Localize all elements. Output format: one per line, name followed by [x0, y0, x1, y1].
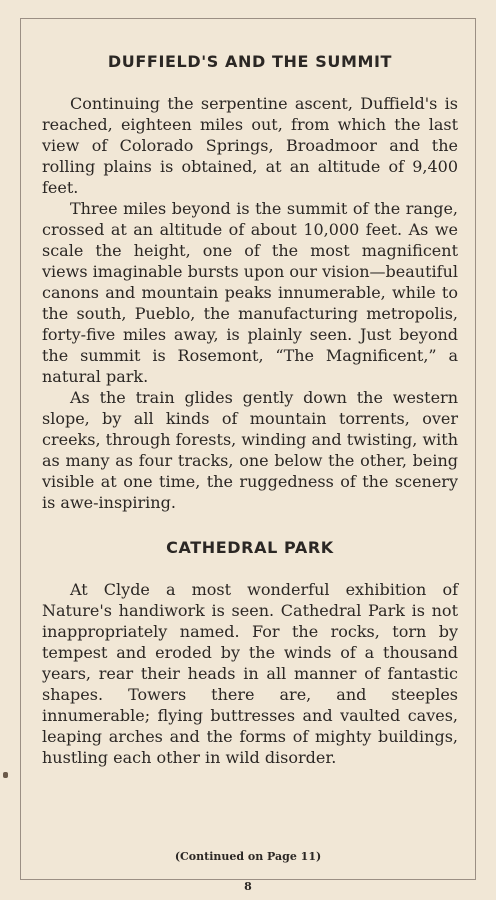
page-number: 8: [244, 880, 252, 893]
section-title: DUFFIELD'S AND THE SUMMIT: [107, 52, 393, 71]
section-title: CATHEDRAL PARK: [166, 538, 334, 557]
paragraph: Three miles beyond is the summit of the range, crossed at an altitude of about 10,000 feet. As we scale the height, one of the most magnificent views imaginable bursts upon our vision—beautiful canons and mountain peaks innumerable, while to the south, Pueblo, the manufacturing metropolis, forty-five miles away, is plainly seen. Just beyond the summit is Rosemont, “The Magnificent,” a natural park.: [42, 199, 458, 386]
paragraph: Continuing the serpentine ascent, Duffield's is reached, eighteen miles out, from which the last view of Colorado Springs, Broadmoor and the rolling plains is obtained, at an altitude of 9,400 feet.: [42, 94, 458, 197]
paragraph: As the train glides gently down the western slope, by all kinds of mountain torrents, over creeks, through forests, winding and twisting, with as many as four tracks, one below the other, being visible at one time, the ruggedness of the scenery is awe-inspiring.: [42, 388, 458, 512]
section-duffields: [42, 52, 458, 513]
section-cathedral-park: [42, 538, 458, 768]
margin-mark: [3, 772, 8, 778]
paragraph: At Clyde a most wonderful exhibition of Nature's handiwork is seen. Cathedral Park is not inappropriately named. For the rocks, torn by tempest and eroded by the winds of a thousand years, rear their heads in all manner of fantastic shapes. Towers there are, and steeples innumerable; flying buttresses and vaulted caves, leaping arches and the forms of mighty buildings, hustling each other in wild disorder.: [42, 580, 458, 767]
page-content: [42, 52, 458, 768]
continued-note: (Continued on Page 11): [174, 850, 322, 863]
